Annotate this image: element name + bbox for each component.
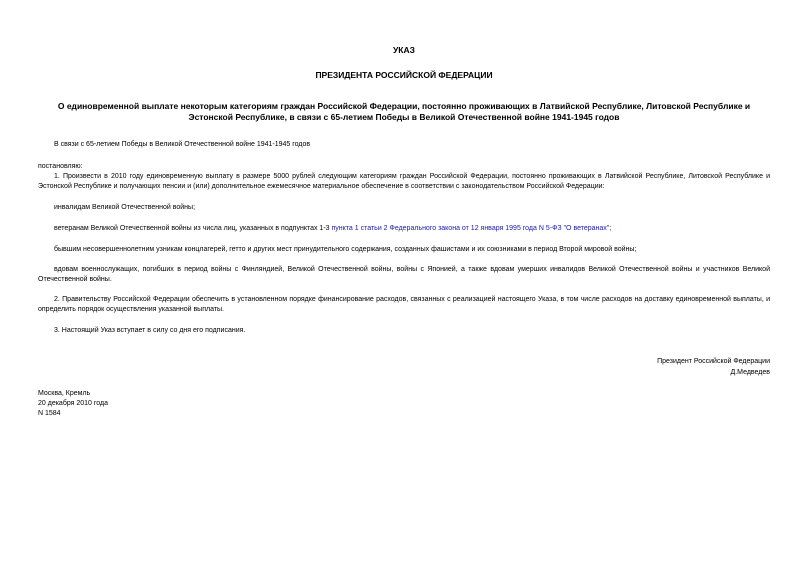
category-2-suffix: ; xyxy=(609,225,612,232)
category-4: вдовам военнослужащих, погибших в период войны с Финляндией, Великой Отечественной войны, войны с Японией, а также вдовам умерших инвалидов Великой Отечественной войны и участников Великой Отечественной войны. xyxy=(38,266,770,283)
decree-number: N 1584 xyxy=(38,410,61,417)
item-1: 1. Произвести в 2010 году единовременную выплату в размере 5000 рублей следующим категориям граждан Российской Федерации, постоянно проживающих в Латвийской Республике, Литовской Республике и Эстонской Республике и получающих пенсии и (или) дополнительное ежемесячное материальное обеспечение в соответствии с законодательством Российской Федерации: xyxy=(38,173,770,190)
item-2: 2. Правительству Российской Федерации обеспечить в установленном порядке финансирование расходов, связанных с реализацией настоящего Указа, в том числе расходов на доставку единовременной выплаты, и определить порядок осуществления указанной выплаты. xyxy=(38,296,770,313)
category-2-text: ветеранам Великой Отечественной войны из числа лиц, указанных в подпунктах 1-3 xyxy=(54,225,332,232)
signing-date: 20 декабря 2010 года xyxy=(38,400,109,407)
resolves-line: постановляю: xyxy=(38,163,83,170)
category-2 xyxy=(38,224,770,234)
document-title: УКАЗ xyxy=(393,45,415,55)
law-reference-link[interactable]: пункта 1 статьи 2 Федерального закона от 12 января 1995 года N 5-ФЗ "О ветеранах" xyxy=(331,225,610,232)
item-3: 3. Настоящий Указ вступает в силу со дня его подписания. xyxy=(54,327,246,334)
signing-place: Москва, Кремль xyxy=(38,390,91,397)
preamble: В связи с 65-летием Победы в Великой Отечественной войне 1941-1945 годов xyxy=(54,141,311,148)
signature-position: Президент Российской Федерации xyxy=(657,358,770,365)
category-3: бывшим несовершеннолетним узникам концлагерей, гетто и других мест принудительного содержания, созданных фашистами и их союзниками в период Второй мировой войны; xyxy=(54,246,637,253)
document-subject: О единовременной выплате некоторым категориям граждан Российской Федерации, постоянно проживающих в Латвийской Республике, Литовской Республике и Эстонской Республике, в связи с 65-летием Победы в Великой Отечественной войне 1941-1945 годов xyxy=(57,101,751,122)
category-1: инвалидам Великой Отечественной войны; xyxy=(54,204,196,211)
signature-name: Д.Медведев xyxy=(730,369,770,376)
document-issuer: ПРЕЗИДЕНТА РОССИЙСКОЙ ФЕДЕРАЦИИ xyxy=(315,70,493,80)
